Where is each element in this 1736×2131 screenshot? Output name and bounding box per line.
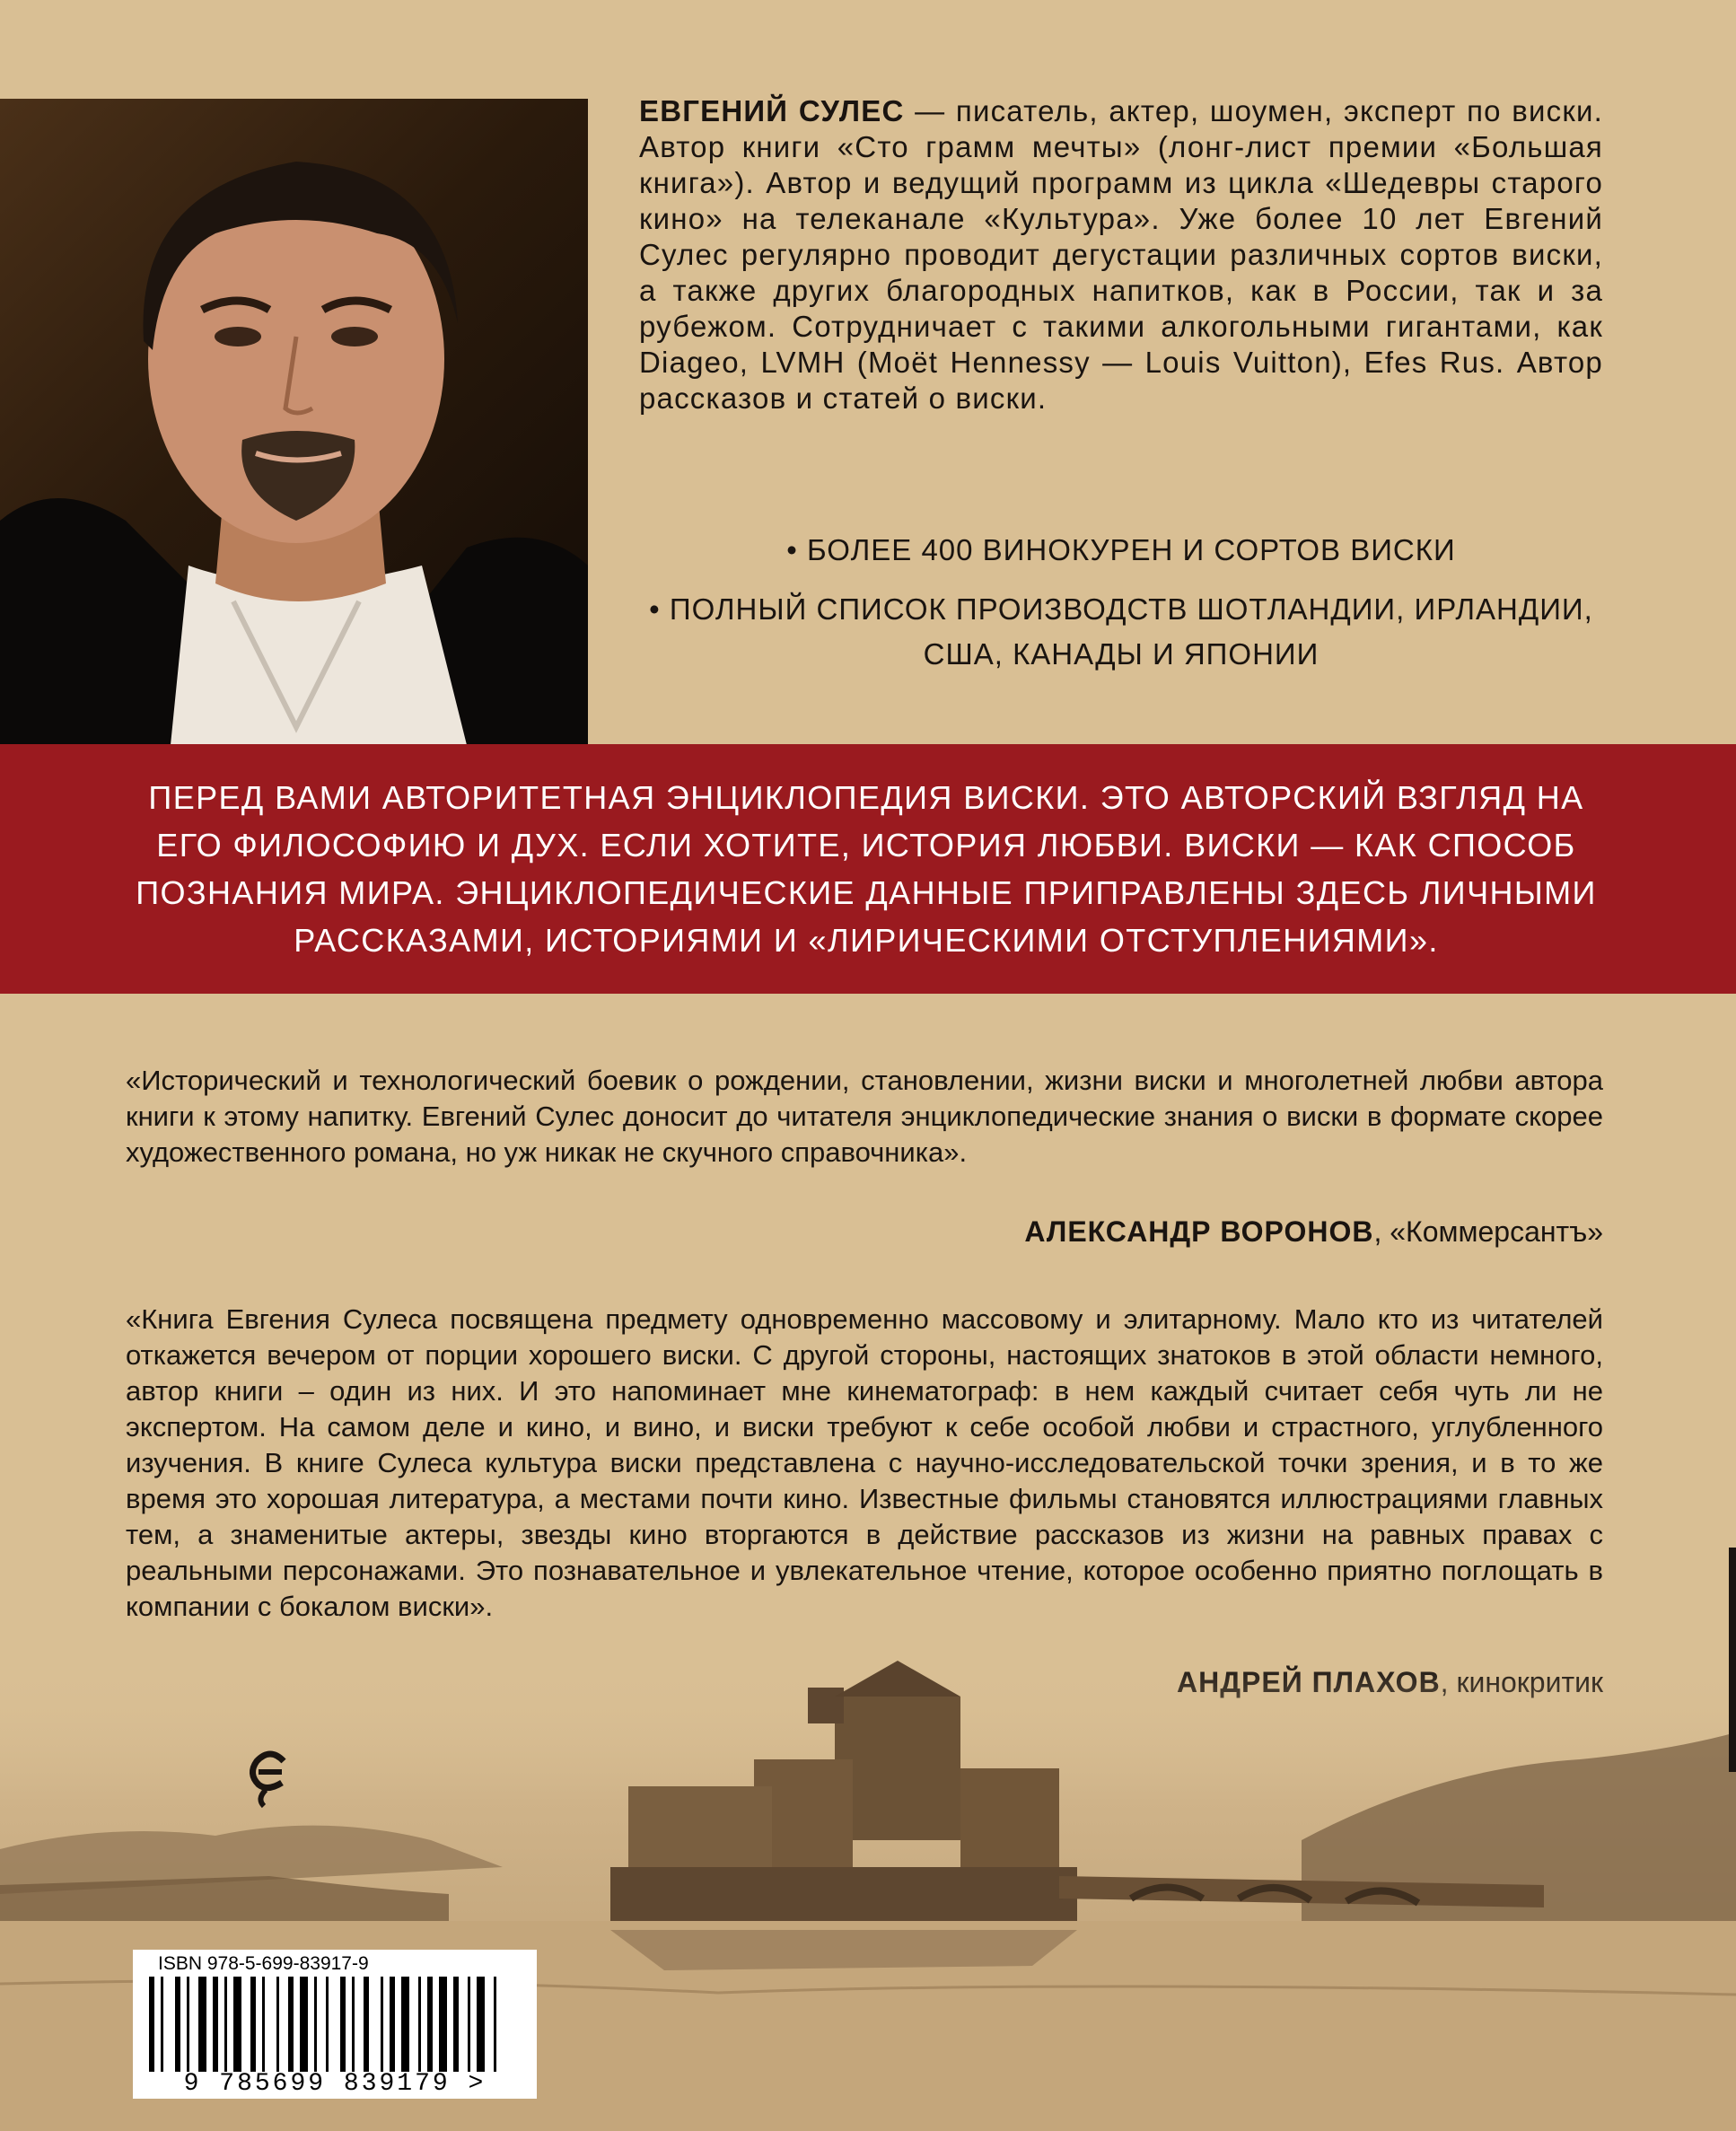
barcode (149, 1977, 521, 2072)
isbn-digits: 9 785699 839179 > (183, 2070, 487, 2098)
author-photo (0, 99, 588, 745)
reviewer-name: АЛЕКСАНДР ВОРОНОВ (1024, 1215, 1374, 1248)
feature-list (639, 528, 1603, 691)
review-attribution-1 (795, 1214, 1603, 1250)
author-bio (639, 93, 1603, 417)
feature-item: • БОЛЕЕ 400 ВИНОКУРЕН И СОРТОВ ВИСКИ (786, 533, 1456, 566)
isbn-label: ISBN 978-5-699-83917-9 (158, 1953, 369, 1974)
review-quote-2: «Книга Евгения Сулеса посвящена предмету одновременно массовому и элитарному. Мало кто из читателей откажется вечером от порции хорошего виски. С другой стороны, настоящих знатоков в этой области немного, автор книги – один из них. И это напоминает мне кинематограф: в нем каждый считает себя чуть ли не экспертом. На самом деле и кино, и вино, и виски требуют к себе особой любви и страстного, углубленного изучения. В книге Сулеса культура виски представлена с научно-исследовательской точки зрения, и в то же время это хорошая литература, а местами почти кино. Известные фильмы становятся иллюстрациями главных тем, а знаменитые актеры, звезды кино вторгаются в действие рассказов из жизни на равных правах с реальными персонажами. Это познавательное и увлекательное чтение, которое особенно приятно поглощать в компании с бокалом виски». (126, 1303, 1603, 1622)
band-text: ПЕРЕД ВАМИ АВТОРИТЕТНАЯ ЭНЦИКЛОПЕДИЯ ВИСКИ. ЭТО АВТОРСКИЙ ВЗГЛЯД НА ЕГО ФИЛОСОФИЮ И ДУХ. ЕСЛИ ХОТИТЕ, ИСТОРИЯ ЛЮБВИ. ВИСКИ — КАК СПОСОБ ПОЗНАНИЯ МИРА. ЭНЦИКЛОПЕДИЧЕСКИЕ ДАННЫЕ ПРИПРАВЛЕНЫ ЗДЕСЬ ЛИЧНЫМИ РАССКАЗАМИ, ИСТОРИЯМИ И «ЛИРИЧЕСКИМИ ОТСТУПЛЕНИЯМИ». (136, 779, 1597, 959)
eksmo-logo-icon (248, 1745, 293, 1808)
author-bio-text: — писатель, актер, шоумен, эксперт по виски. Автор книги «Сто грамм мечты» (лонг-лист премии «Большая книга»). Автор и ведущий программ из цикла «Шедевры старого кино» на телеканале «Культура». Уже более 10 лет Евгений Сулес регулярно проводит дегустации различных сортов виски, а также других благородных напитков, как в России, так и за рубежом. Сотрудничает с такими алкогольными гигантами, как Diageo, LVMH (Moët Hennessy — Louis Vuitton), Efes Rus. Автор рассказов и статей о виски. (639, 94, 1603, 415)
review-quote-1: «Исторический и технологический боевик о рождении, становлении, жизни виски и многолетней любви автора книги к этому напитку. Евгений Сулес доносит до читателя энциклопедические знания о виски в формате скорее художественного романа, но уж никак не скучного справочника». (126, 1065, 1603, 1168)
feature-item: • ПОЛНЫЙ СПИСОК ПРОИЗВОДСТВ ШОТЛАНДИИ, ИРЛАНДИИ, США, КАНАДЫ И ЯПОНИИ (649, 592, 1593, 671)
author-name: ЕВГЕНИЙ СУЛЕС (639, 94, 905, 127)
edge-mark (1729, 1548, 1736, 1772)
reviewer-source: , «Коммерсантъ» (1373, 1215, 1603, 1248)
